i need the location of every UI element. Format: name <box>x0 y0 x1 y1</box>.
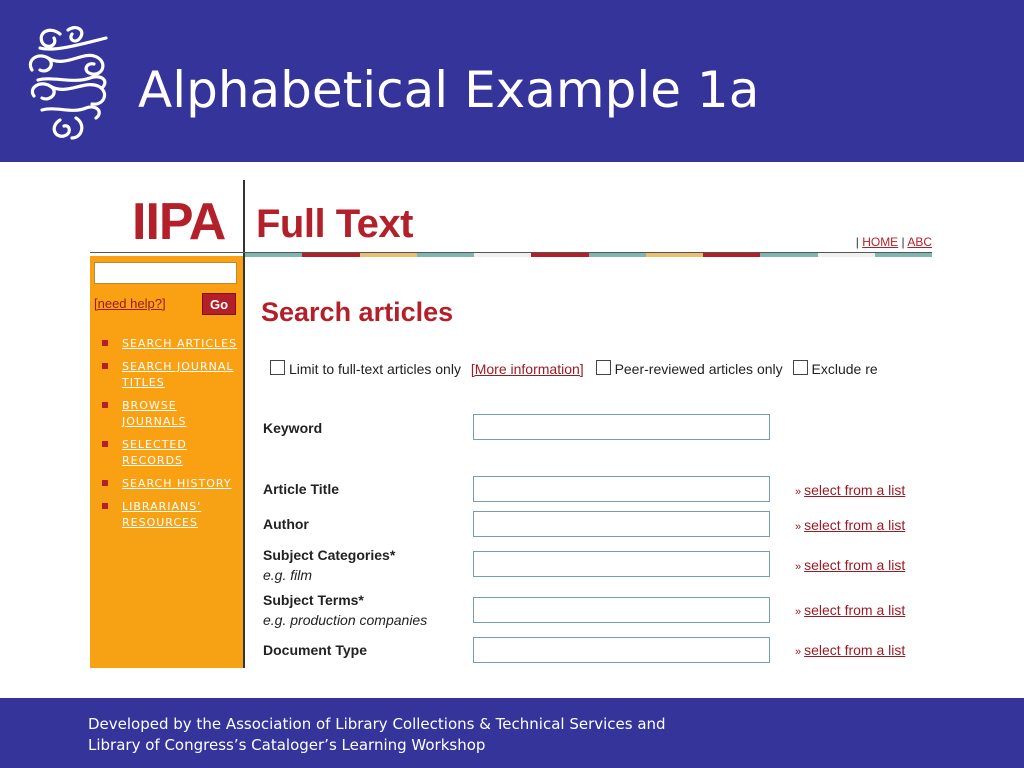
footer-credit-line-1: Developed by the Association of Library Collections & Technical Services and <box>88 715 666 733</box>
double-arrow-icon: » <box>795 561 802 573</box>
bullet-icon <box>102 340 108 346</box>
ornamental-flourish-icon <box>20 22 120 144</box>
brand-logo: IIPA <box>132 193 226 251</box>
article-title-input[interactable] <box>473 476 770 502</box>
sidebar-item-label: BROWSE JOURNALS <box>122 399 187 428</box>
document-type-input[interactable] <box>473 637 770 663</box>
full-text-label: Limit to full-text articles only <box>289 361 461 377</box>
more-information-link[interactable]: [More information] <box>470 361 584 377</box>
subject-categories-label: Subject Categories* <box>263 547 396 563</box>
bullet-icon <box>102 480 108 486</box>
subject-terms-label: Subject Terms* <box>263 592 364 608</box>
subject-categories-select-link[interactable] <box>795 557 905 573</box>
peer-reviewed-checkbox[interactable] <box>596 360 611 375</box>
subject-terms-select-link[interactable] <box>795 602 905 618</box>
slide-header <box>0 0 1024 162</box>
article-title-label: Article Title <box>263 481 339 497</box>
need-help-link[interactable]: [need help?] <box>94 296 166 311</box>
select-link-text: select from a list <box>804 557 906 573</box>
subject-categories-hint: e.g. film <box>263 567 313 583</box>
double-arrow-icon: » <box>795 646 802 658</box>
keyword-input[interactable] <box>473 414 770 440</box>
sidebar-item-label: SEARCH HISTORY <box>122 477 232 490</box>
subject-terms-input[interactable] <box>473 597 770 623</box>
keyword-label: Keyword <box>263 420 323 436</box>
double-arrow-icon: » <box>795 486 802 498</box>
bullet-icon <box>102 402 108 408</box>
website-screenshot <box>90 178 932 668</box>
bullet-icon <box>102 503 108 509</box>
exclude-label: Exclude re <box>811 361 878 377</box>
sidebar-search-input[interactable] <box>94 262 237 284</box>
search-articles-heading: Search articles <box>261 297 454 327</box>
sidebar-item-label: SELECTED RECORDS <box>122 438 187 467</box>
search-limits <box>270 360 884 377</box>
slide-footer <box>0 698 1024 768</box>
author-input[interactable] <box>473 511 770 537</box>
bullet-icon <box>102 441 108 447</box>
double-arrow-icon: » <box>795 521 802 533</box>
author-label: Author <box>263 516 309 532</box>
full-text-checkbox[interactable] <box>270 360 285 375</box>
double-arrow-icon: » <box>795 606 802 618</box>
author-select-link[interactable] <box>795 517 905 533</box>
select-link-text: select from a list <box>804 482 906 498</box>
bullet-icon <box>102 363 108 369</box>
slide-title: Alphabetical Example 1a <box>138 61 760 119</box>
top-nav-links: | HOME | ABC <box>855 235 932 249</box>
document-type-select-link[interactable] <box>795 642 905 658</box>
sidebar-item-label: LIBRARIANS' RESOURCES <box>122 500 202 529</box>
subject-terms-hint: e.g. production companies <box>263 612 428 628</box>
color-band <box>245 253 932 257</box>
go-button[interactable]: Go <box>202 293 236 315</box>
abc-link[interactable]: ABC <box>907 235 932 249</box>
product-title: Full Text <box>256 202 413 246</box>
peer-reviewed-label: Peer-reviewed articles only <box>614 361 783 377</box>
home-link[interactable]: HOME <box>862 235 899 249</box>
select-link-text: select from a list <box>804 602 906 618</box>
select-link-text: select from a list <box>804 642 906 658</box>
select-link-text: select from a list <box>804 517 906 533</box>
footer-credit-line-2: Library of Congress’s Cataloger’s Learning Workshop <box>88 736 486 754</box>
sidebar-item-label: SEARCH ARTICLES <box>122 337 238 350</box>
sidebar-item-label: SEARCH JOURNAL TITLES <box>122 360 234 389</box>
article-title-select-link[interactable] <box>795 482 905 498</box>
document-type-label: Document Type <box>263 642 367 658</box>
subject-categories-input[interactable] <box>473 551 770 577</box>
exclude-checkbox[interactable] <box>793 360 808 375</box>
